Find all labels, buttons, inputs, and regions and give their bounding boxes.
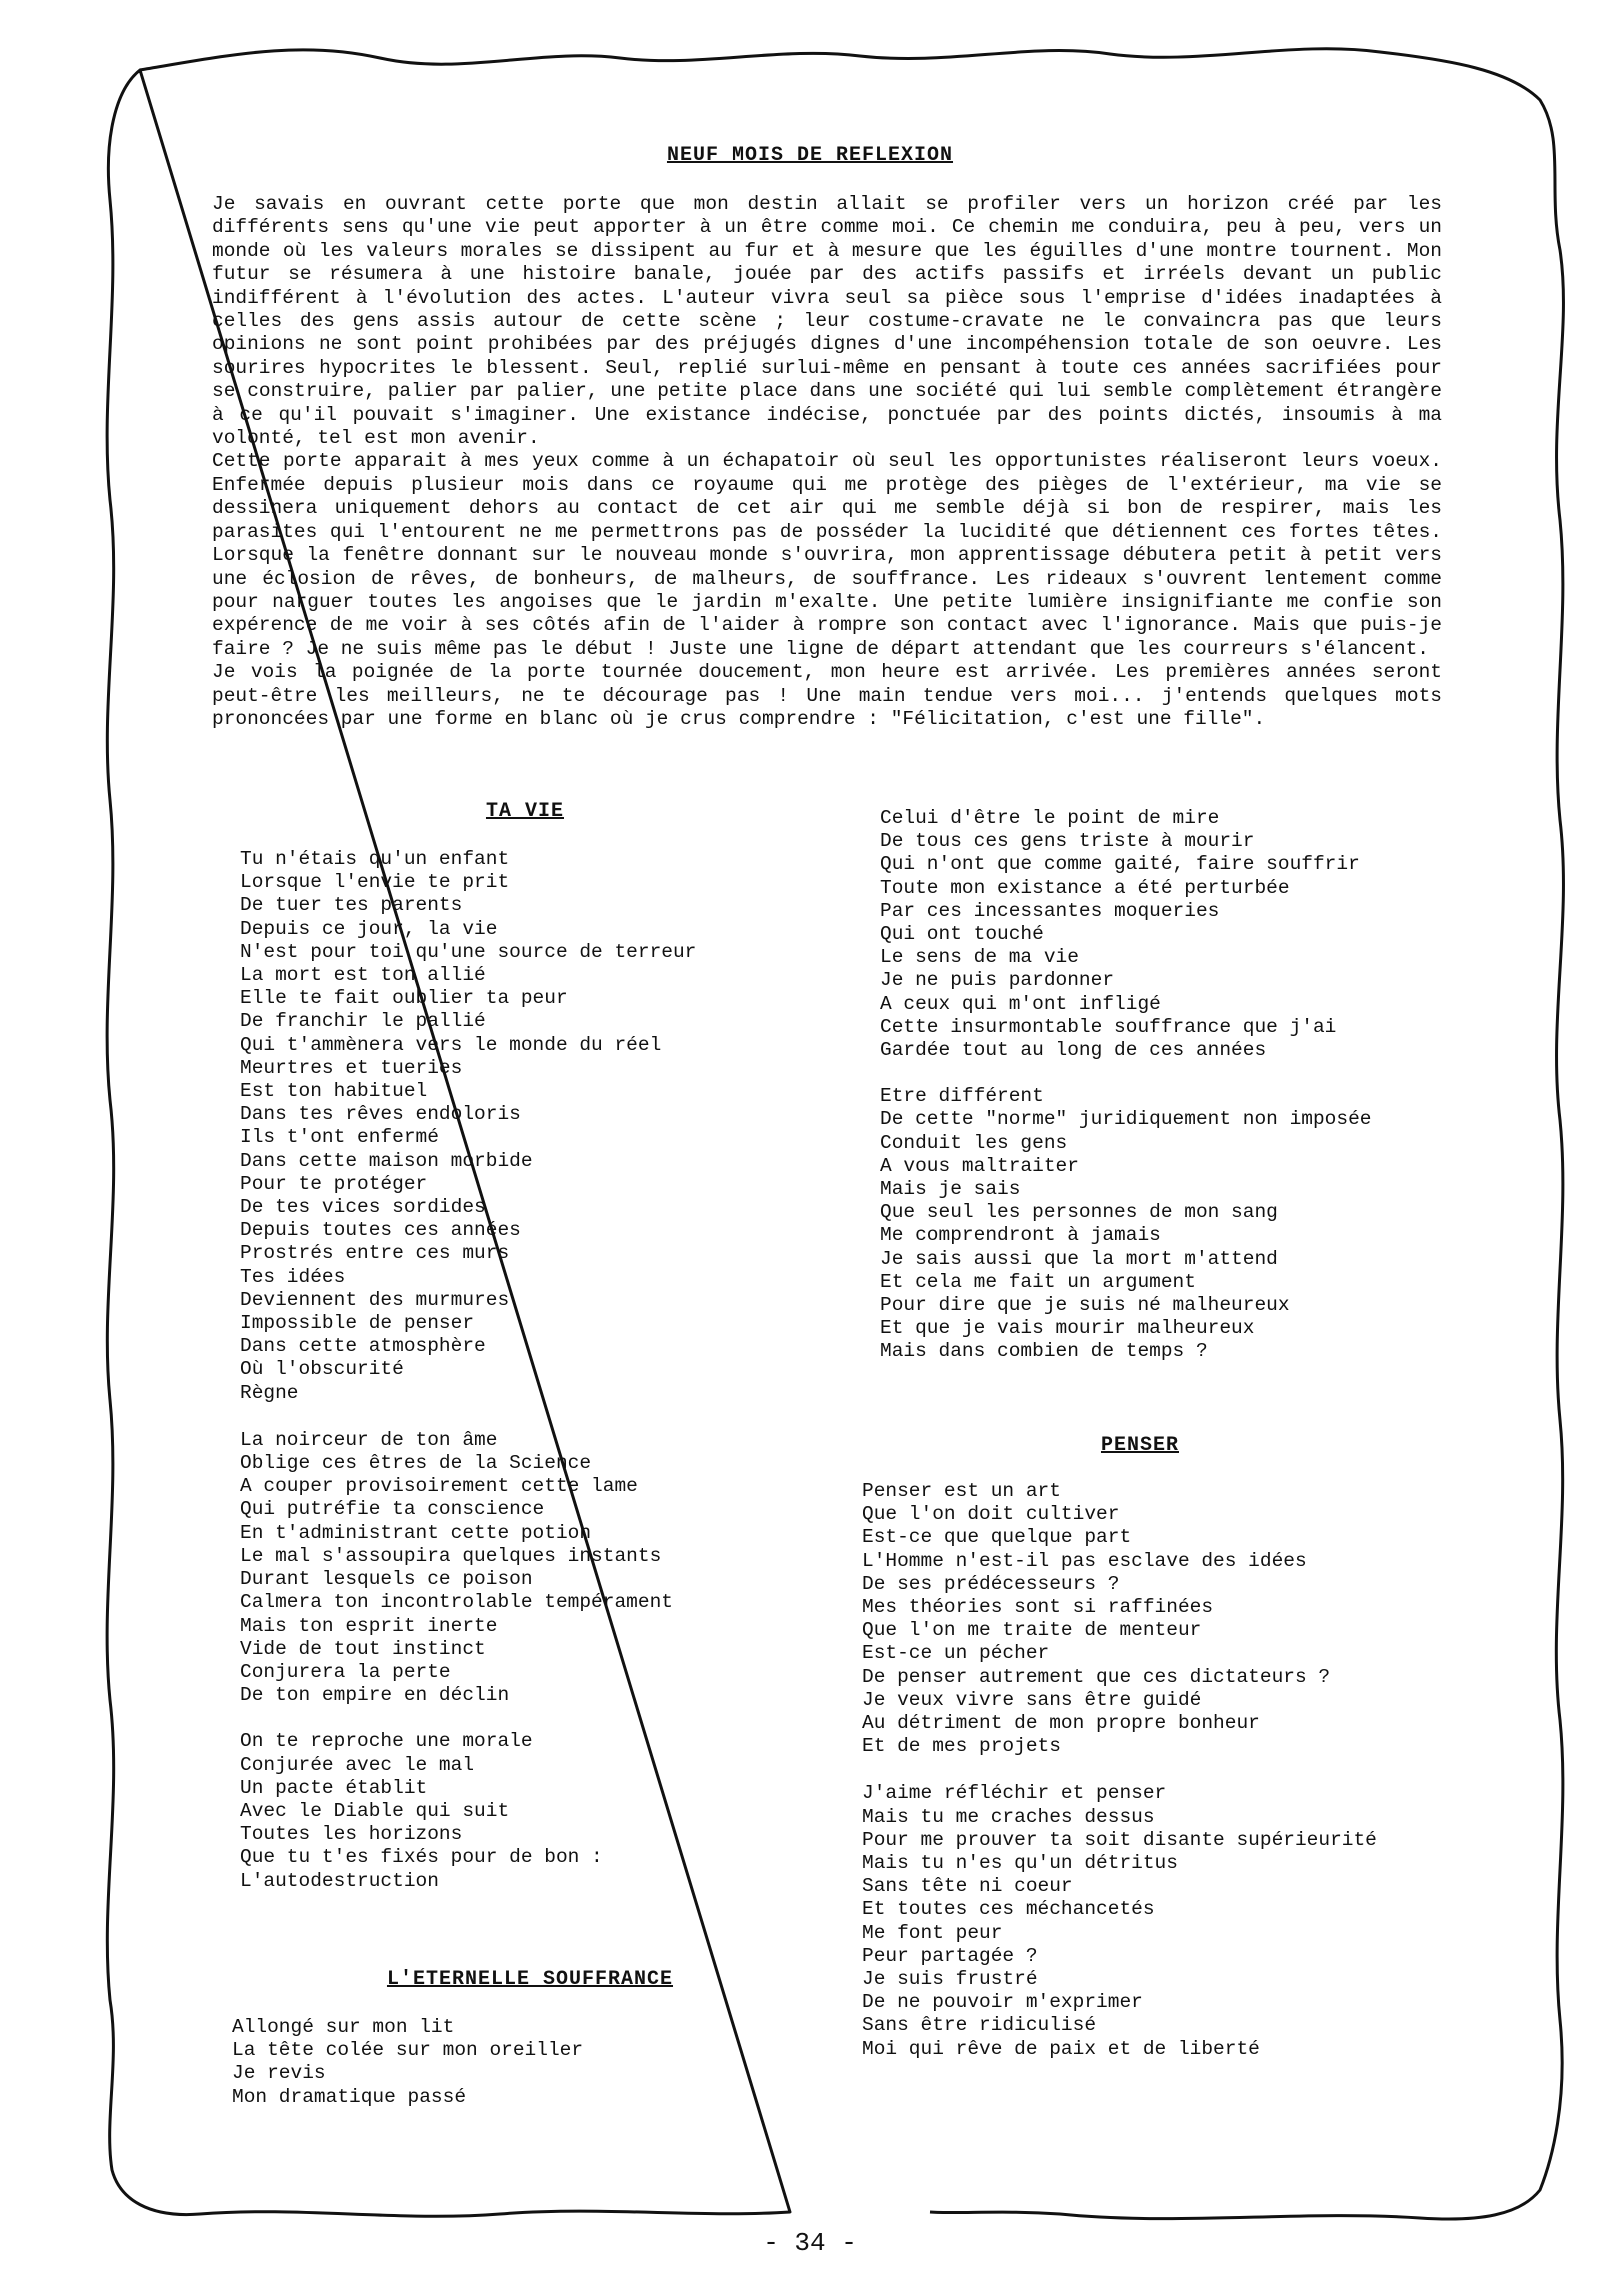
poem-ta-vie (240, 848, 820, 1916)
poem-stanza (862, 1480, 1502, 1758)
poem-line: Mais dans combien de temps ? (880, 1340, 1208, 1363)
poem-line: Me font peur (862, 1921, 1003, 1944)
poem-line: Lorsque l'envie te prit (240, 871, 510, 894)
poem-line: Tes idées (240, 1265, 346, 1288)
poem-line: De penser autrement que ces dictateurs ? (862, 1665, 1331, 1688)
poem-line: Est ton habituel (240, 1080, 428, 1103)
poem-line: A vous maltraiter (880, 1154, 1079, 1177)
poem-line: De tuer tes parents (240, 894, 463, 917)
poem-line: Dans cette maison morbide (240, 1149, 533, 1172)
poem-line: Prostrés entre ces murs (240, 1242, 510, 1265)
poem-line: En t'administrant cette potion (240, 1521, 592, 1544)
poem-line: Avec le Diable qui suit (240, 1799, 510, 1822)
poem-line: De tous ces gens triste à mourir (880, 830, 1255, 853)
essay-title: NEUF MOIS DE REFLEXION (666, 144, 954, 167)
poem-line: Celui d'être le point de mire (880, 807, 1220, 829)
poem-stanza (240, 848, 820, 1405)
poem-line: Que tu t'es fixés pour de bon : (240, 1846, 603, 1869)
poem-line: L'Homme n'est-il pas esclave des idées (862, 1549, 1307, 1572)
poem-line: De ne pouvoir m'exprimer (862, 1991, 1143, 2014)
poem-line: De cette "norme" juridiquement non imposée (880, 1108, 1372, 1131)
poem-line: Le mal s'assoupira quelques instants (240, 1544, 662, 1567)
poem-line: Pour me prouver ta soit disante supérieurité (862, 1828, 1377, 1851)
poem-line: Est-ce un pécher (862, 1642, 1050, 1665)
poem-line: Impossible de penser (240, 1312, 475, 1335)
poem-stanza (862, 1782, 1502, 2060)
poem-line: Est-ce que quelque part (862, 1526, 1132, 1549)
poem-line: La noirceur de ton âme (240, 1428, 498, 1451)
poem-line: Depuis toutes ces années (240, 1219, 521, 1242)
poem-line: De franchir le pallié (240, 1010, 486, 1033)
poem-penser-title: PENSER (1100, 1434, 1179, 1457)
poem-line: De ses prédécesseurs ? (862, 1572, 1120, 1595)
poem-line: Vide de tout instinct (240, 1637, 486, 1660)
poem-line: Elle te fait oublier ta peur (240, 987, 568, 1010)
poem-line: Je sais aussi que la mort m'attend (880, 1247, 1278, 1270)
poem-line: Le sens de ma vie (880, 946, 1079, 969)
poem-line: L'autodestruction (240, 1869, 439, 1892)
poem-line: Que seul les personnes de mon sang (880, 1201, 1278, 1224)
poem-line: Sans tête ni coeur (862, 1875, 1073, 1898)
essay-paragraph: Je vois la poignée de la porte tournée doucement, mon heure est arrivée. Les premières années seront peut-être les meilleurs, ne te décourage pas ! Une main tendue vers moi... j'entends quelques mots prononcées par une forme en blanc où je crus comprendre : "Félicitation, c'est une fille". (212, 661, 1442, 730)
poem-line: Je veux vivre sans être guidé (862, 1688, 1202, 1711)
poem-line: Sans être ridiculisé (862, 2014, 1097, 2037)
poem-ta-vie-title: TA VIE (485, 800, 564, 823)
poem-line: Mais ton esprit inerte (240, 1614, 498, 1637)
poem-line: Durant lesquels ce poison (240, 1568, 533, 1591)
poem-line: Conduit les gens (880, 1131, 1068, 1154)
poem-line: On te reproche une morale (240, 1730, 533, 1753)
poem-line: De tes vices sordides (240, 1196, 486, 1219)
poem-line: Je revis (232, 2062, 326, 2085)
poem-line: Allongé sur mon lit (232, 2016, 455, 2038)
poem-line: Tu n'étais qu'un enfant (240, 848, 510, 870)
poem-stanza (880, 807, 1520, 1062)
poem-line: Qui t'ammènera vers le monde du réel (240, 1033, 662, 1056)
poem-line: Oblige ces êtres de la Science (240, 1452, 592, 1475)
poem-line: Pour te protéger (240, 1172, 428, 1195)
poem-line: Gardée tout au long de ces années (880, 1039, 1267, 1062)
poem-stanza (240, 1730, 820, 1892)
poem-line: Mais je sais (880, 1178, 1021, 1201)
poem-line: Que l'on me traite de menteur (862, 1619, 1202, 1642)
poem-line: Toute mon existance a été perturbée (880, 876, 1290, 899)
poem-line: Peur partagée ? (862, 1944, 1038, 1967)
essay-paragraph: Cette porte apparait à mes yeux comme à un échapatoir où seul les opportunistes réaliseront leurs voeux. Enfermée depuis plusieur mois dans ce royaume qui me protège des pièges de l'extérieur, ma vie se dessinera uniquement dehors au contact de cet air qui me semble déjà si bon de respirer, mais les parasites qui l'entourent ne me permettrons pas de posséder la lucidité que détiennent ces fortes têtes. Lorsque la fenêtre donnant sur le nouveau monde s'ouvrira, mon apprentissage débutera petit à petit vers une éclosion de rêves, de bonheurs, de malheurs, de souffrance. Les rideaux s'ouvrent lentement comme pour narguer toutes les angoises que le jardin m'exalte. Une petite lumière insignifiante me confie son expérence de me voir à ses côtés afin de l'aider à rompre son contact avec l'ignorance. Mais que puis-je faire ? Je ne suis même pas le début ! Juste une ligne de départ attendant que les courreurs s'élancent. (212, 450, 1442, 660)
poem-line: Meurtres et tueries (240, 1056, 463, 1079)
poem-souffrance-continued (880, 807, 1520, 1387)
poem-line: Au détriment de mon propre bonheur (862, 1712, 1260, 1735)
poem-line: N'est pour toi qu'une source de terreur (240, 940, 697, 963)
poem-line: A couper provisoirement cette lame (240, 1475, 638, 1498)
poem-line: Je suis frustré (862, 1968, 1038, 1991)
poem-line: Mais tu me craches dessus (862, 1805, 1155, 1828)
poem-line: La tête colée sur mon oreiller (232, 2039, 584, 2062)
poem-line: Pour dire que je suis né malheureux (880, 1294, 1290, 1317)
poem-line: Règne (240, 1381, 299, 1404)
poem-line: Et toutes ces méchancetés (862, 1898, 1155, 1921)
poem-line: Conjurée avec le mal (240, 1753, 475, 1776)
essay-body (212, 193, 1442, 731)
poem-line: J'aime réfléchir et penser (862, 1782, 1167, 1805)
poem-line: Et de mes projets (862, 1735, 1061, 1758)
poem-line: Que l'on doit cultiver (862, 1503, 1120, 1526)
poem-line: Moi qui rêve de paix et de liberté (862, 2037, 1260, 2060)
poem-line: Etre différent (880, 1085, 1044, 1108)
poem-stanza (240, 1429, 820, 1707)
poem-line: Un pacte établit (240, 1776, 428, 1799)
poem-line: Par ces incessantes moqueries (880, 899, 1220, 922)
poem-line: De ton empire en déclin (240, 1684, 510, 1707)
poem-line: Deviennent des murmures (240, 1288, 510, 1311)
poem-line: Toutes les horizons (240, 1823, 463, 1846)
poem-line: Mes théories sont si raffinées (862, 1596, 1214, 1619)
poem-line: Et que je vais mourir malheureux (880, 1317, 1255, 1340)
poem-line: A ceux qui m'ont infligé (880, 992, 1161, 1015)
poem-line: Conjurera la perte (240, 1660, 451, 1683)
poem-stanza (880, 1085, 1520, 1363)
poem-line: Qui n'ont que comme gaité, faire souffrir (880, 853, 1360, 876)
poem-line: Mais tu n'es qu'un détritus (862, 1852, 1178, 1875)
poem-line: Ils t'ont enfermé (240, 1126, 439, 1149)
poem-line: Mon dramatique passé (232, 2085, 467, 2108)
poem-line: Calmera ton incontrolable tempérament (240, 1591, 673, 1614)
poem-line: Dans tes rêves endoloris (240, 1103, 521, 1126)
poem-line: Cette insurmontable souffrance que j'ai (880, 1015, 1337, 1038)
poem-line: Qui putréfie ta conscience (240, 1498, 545, 1521)
poem-line: Me comprendront à jamais (880, 1224, 1161, 1247)
poem-line: Je ne puis pardonner (880, 969, 1115, 992)
page-number: - 34 - (763, 2228, 857, 2258)
poem-line: Penser est un art (862, 1480, 1061, 1502)
poem-line: Où l'obscurité (240, 1358, 404, 1381)
poem-line: Dans cette atmosphère (240, 1335, 486, 1358)
poem-souffrance-title: L'ETERNELLE SOUFFRANCE (386, 1968, 674, 1991)
poem-line: Qui ont touché (880, 923, 1044, 946)
poem-line: Depuis ce jour, la vie (240, 917, 498, 940)
essay-paragraph: Je savais en ouvrant cette porte que mon destin allait se profiler vers un horizon créé par les différents sens qu'une vie peut apporter à un être comme moi. Ce chemin me conduira, peu à peu, vers un monde où les valeurs morales se dissipent au fur et à mesure que les éguilles d'une montre tournent. Mon futur se résumera à une histoire banale, jouée par des actifs passifs et irréels devant un public indifférent à l'évolution des actes. L'auteur vivra seul sa pièce sous l'emprise d'idées inadaptées à celles des gens assis autour de cette scène ; leur costume-cravate ne le convaincra pas que leurs opinions ne sont point prohibées par des préjugés dignes d'une incompéhension totale de son oeuvre. Les sourires hypocrites le blessent. Seul, replié surlui-même en pensant à toute ces années sacrifiées pour se construire, palier par palier, une petite place dans une société qui lui semble complètement étrangère à ce qu'il pouvait s'imaginer. Une existance indécise, ponctuée par des points dictés, insoumis à ma volonté, tel est mon avenir. (212, 193, 1442, 450)
poem-penser (862, 1480, 1502, 2084)
poem-line: Et cela me fait un argument (880, 1270, 1196, 1293)
poem-souffrance (232, 2016, 792, 2132)
poem-stanza (232, 2016, 792, 2109)
poem-line: La mort est ton allié (240, 964, 486, 987)
